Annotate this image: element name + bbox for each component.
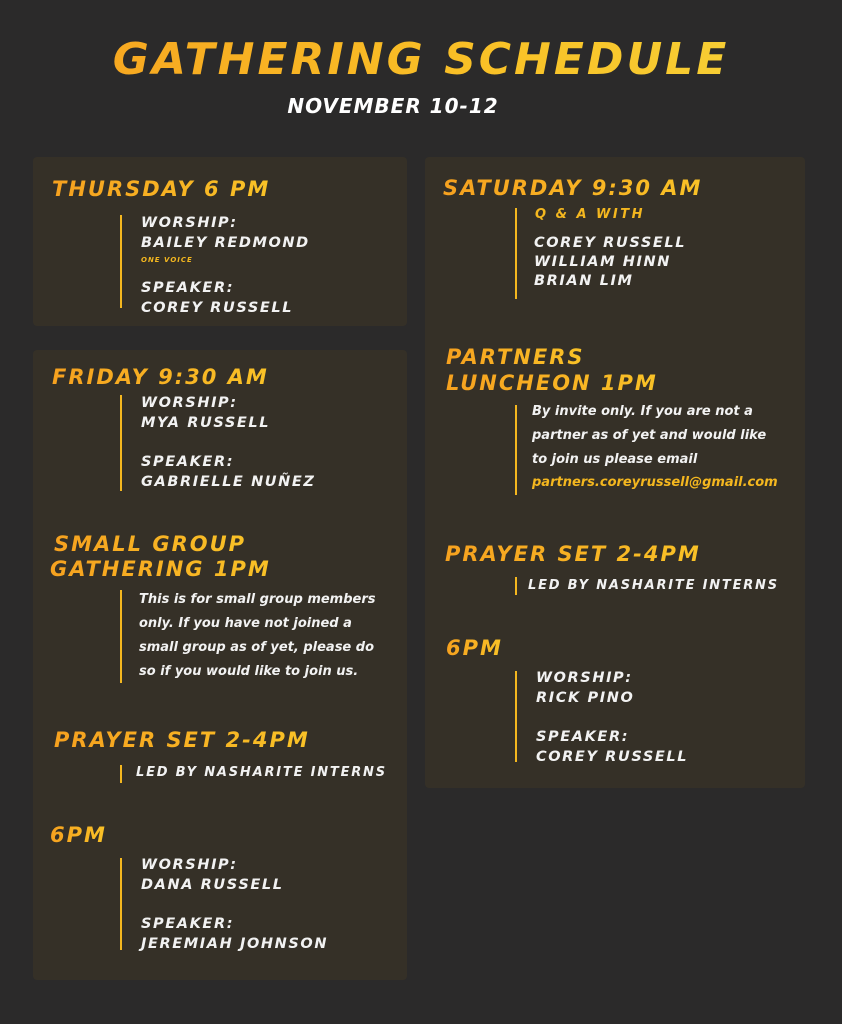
- event-dates: NOVEMBER 10-12: [287, 94, 499, 118]
- saturday-evening-worship-name: RICK PINO: [536, 690, 635, 706]
- saturday-prayer-heading: PRAYER SET 2-4PM: [445, 542, 701, 566]
- small-group-text-3: small group as of yet, please do: [139, 640, 375, 655]
- thursday-speaker-name: COREY RUSSELL: [141, 300, 294, 316]
- friday-prayer-heading: PRAYER SET 2-4PM: [54, 728, 310, 752]
- small-group-text-4: so if you would like to join us.: [139, 664, 359, 679]
- small-group-heading-line2: GATHERING 1PM: [50, 557, 271, 581]
- saturday-heading: SATURDAY 9:30 AM: [443, 176, 703, 200]
- poster-title: GATHERING SCHEDULE: [0, 34, 842, 85]
- saturday-qa-name-1: COREY RUSSELL: [534, 235, 687, 251]
- saturday-qa-name-2: WILLIAM HINN: [534, 254, 671, 270]
- luncheon-email-link[interactable]: partners.coreyrussell@gmail.com: [532, 475, 778, 490]
- saturday-prayer-led-by: LED BY NASHARITE INTERNS: [528, 578, 779, 593]
- small-group-text-2: only. If you have not joined a: [139, 616, 352, 631]
- friday-worship-name: MYA RUSSELL: [141, 415, 271, 431]
- saturday-evening-heading: 6PM: [446, 636, 503, 660]
- small-group-text-1: This is for small group members: [139, 592, 376, 607]
- saturday-qa-name-3: BRIAN LIM: [534, 273, 634, 289]
- thursday-worship-group: ONE VOICE: [141, 256, 193, 264]
- luncheon-divider: [515, 405, 517, 495]
- friday-evening-divider: [120, 858, 122, 950]
- saturday-evening-worship-label: WORSHIP:: [536, 670, 633, 686]
- small-group-heading-line1: SMALL GROUP: [54, 532, 247, 556]
- friday-evening-worship-label: WORSHIP:: [141, 857, 238, 873]
- luncheon-text-3: to join us please email: [532, 452, 698, 467]
- friday-prayer-led-by: LED BY NASHARITE INTERNS: [136, 765, 387, 780]
- friday-worship-label: WORSHIP:: [141, 395, 238, 411]
- saturday-evening-speaker-label: SPEAKER:: [536, 729, 630, 745]
- saturday-evening-speaker-name: COREY RUSSELL: [536, 749, 689, 765]
- friday-morning-divider: [120, 395, 122, 491]
- friday-heading: FRIDAY 9:30 AM: [52, 365, 269, 389]
- saturday-prayer-divider: [515, 577, 517, 595]
- thursday-heading: THURSDAY 6 PM: [52, 177, 271, 201]
- friday-evening-worship-name: DANA RUSSELL: [141, 877, 284, 893]
- saturday-qa-divider: [515, 208, 517, 299]
- saturday-qa-label: Q & A WITH: [535, 207, 645, 222]
- luncheon-text-1: By invite only. If you are not a: [532, 404, 753, 419]
- luncheon-text-2: partner as of yet and would like: [532, 428, 767, 443]
- luncheon-heading-line2: LUNCHEON 1PM: [446, 371, 658, 395]
- thursday-divider: [120, 215, 122, 308]
- thursday-speaker-label: SPEAKER:: [141, 280, 235, 296]
- friday-evening-heading: 6PM: [50, 823, 107, 847]
- thursday-worship-label: WORSHIP:: [141, 215, 238, 231]
- friday-evening-speaker-label: SPEAKER:: [141, 916, 235, 932]
- friday-evening-speaker-name: JEREMIAH JOHNSON: [141, 936, 329, 952]
- friday-speaker-name: GABRIELLE NUÑEZ: [141, 474, 316, 490]
- friday-speaker-label: SPEAKER:: [141, 454, 235, 470]
- friday-prayer-divider: [120, 765, 122, 783]
- thursday-worship-name: BAILEY REDMOND: [141, 235, 310, 251]
- small-group-divider: [120, 590, 122, 683]
- saturday-evening-divider: [515, 671, 517, 762]
- luncheon-heading-line1: PARTNERS: [446, 345, 585, 369]
